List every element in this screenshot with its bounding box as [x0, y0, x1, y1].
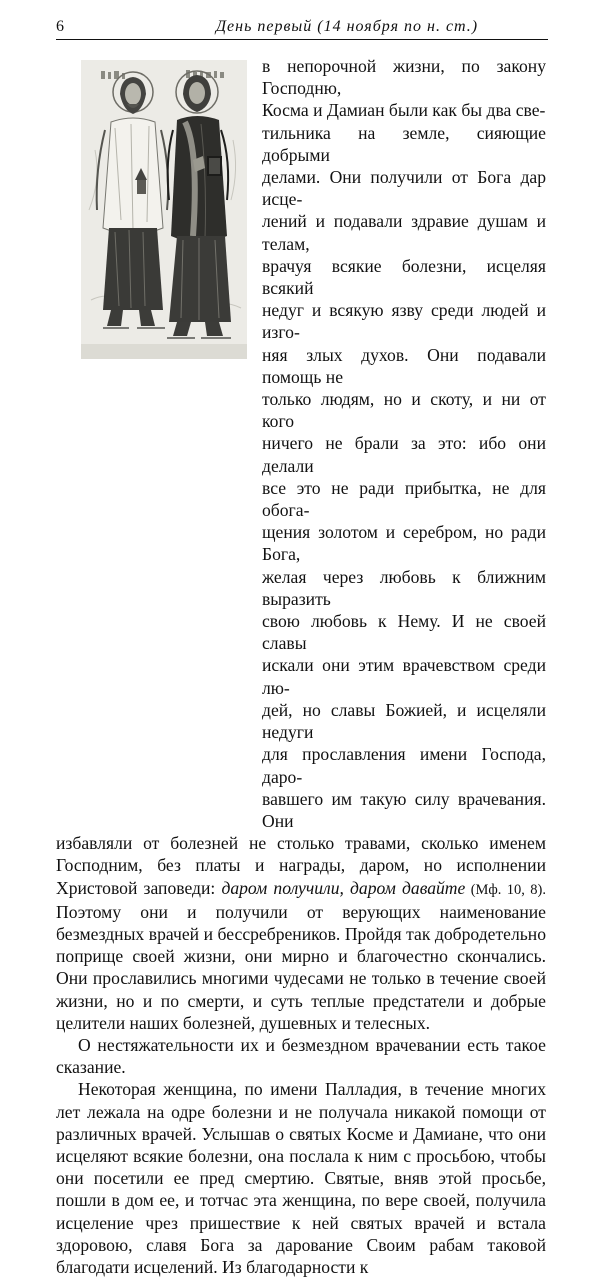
page-header — [0, 0, 600, 44]
text-line: в непорочной жизни, по закону Господню, — [262, 56, 546, 99]
main-text — [56, 55, 546, 1278]
text-line: ничего не брали за это: ибо они делали — [262, 433, 546, 476]
text-line: для прославления имени Господа, даро- — [262, 744, 546, 787]
text-line: недуг и всякую язву среди людей и изго- — [262, 300, 546, 343]
text-line: вавшего им такую силу врачевания. Они — [262, 788, 546, 831]
text-line: только людям, но и скоту, и ни от кого — [262, 389, 546, 432]
paragraph-2: О нестяжательности их и безмездном врачевании есть такое сказание. — [56, 1034, 546, 1078]
text-line: няя злых духов. Они подавали помощь не — [262, 344, 546, 387]
image-wrap-spacer — [56, 55, 262, 365]
text-line: искали они этим врачевством среди лю- — [262, 655, 546, 698]
scripture-citation: (Мф. 10, 8). — [465, 881, 546, 898]
text-line: желая через любовь к ближним выразить — [262, 566, 546, 609]
text-line: тильника на земле, сияющие добрыми — [262, 122, 546, 165]
header-rule — [56, 39, 548, 40]
text-line: делами. Они получили от Бога дар исце- — [262, 167, 546, 210]
text-line: щения золотом и серебром, но ради Бога, — [262, 522, 546, 565]
paragraph-3: Некоторая женщина, по имени Палладия, в течение многих лет лежала на одре болезни и не получала никакой помощи от различных врачей. Услышав о святых Косме и Дамиане, что они исцеляют всякие болезни, она послала к ним с просьбою, чтобы они посетили ее пред смертию. Святые, вняв этой просьбе, пошли в дом ее, и тотчас эта женщина, по вере своей, получила исцеление чрез пришествие к ней святых врачей и встала здоровою, славя Бога за дарование Своим рабам таковой благодати исцелений. Из благодарности к — [56, 1079, 546, 1277]
paragraph-text: Поэтому они и получили от верующих наименование безмездных врачей и бессребреников. Пройдя так добродетельно поприще своей жизни, они мирно и благочестно скончались. Они прославились многими чудесами не только в течение своей жизни, но и по смерти, и суть теплые предстатели и добрые целители наших болезней, душевных и телесных. — [56, 901, 546, 1033]
text-line: свою любовь к Нему. И не своей славы — [262, 611, 546, 654]
running-title: День первый (14 ноября по н. ст.) — [215, 18, 479, 35]
text-line: лений и подавали здравие душам и телам, — [262, 211, 546, 254]
text-line: все это не ради прибытка, не для обога- — [262, 477, 546, 521]
text-line: Косма и Дамиан были как бы два све- — [262, 100, 546, 121]
gospel-quote: даром получили, даром давайте — [221, 877, 466, 898]
text-line: дей, но славы Божией, и исцеляли недуги — [262, 699, 546, 743]
text-line: врачуя всякие болезни, исцеляя всякий — [262, 255, 546, 299]
page-number: 6 — [56, 18, 64, 35]
paragraph-text: избавляли от болезней не столько травами, сколько именем Господним, без платы и награды, даром, но исполнении Христовой заповеди: — [56, 833, 546, 898]
